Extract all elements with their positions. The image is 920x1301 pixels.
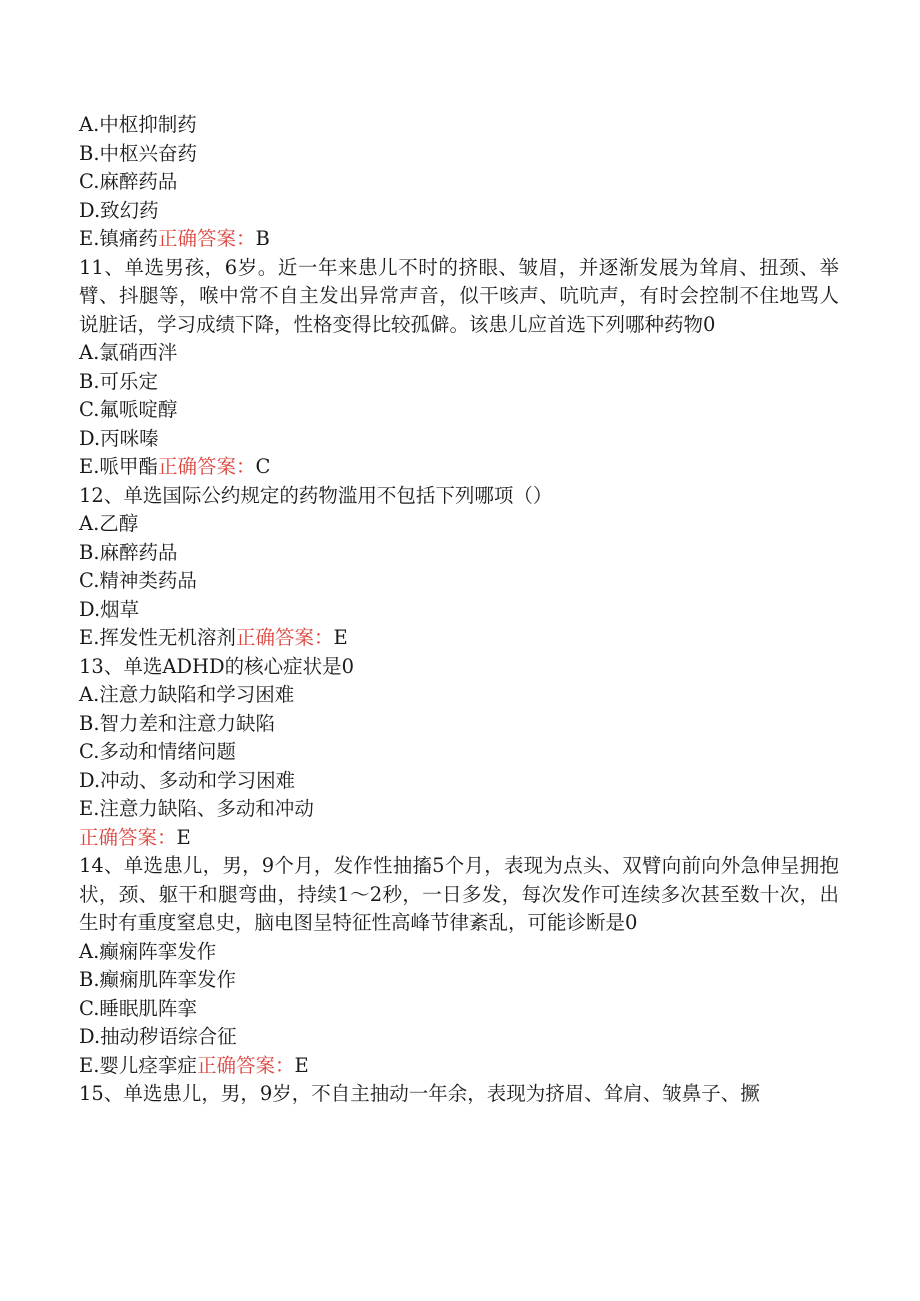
option-e [79,1052,839,1081]
option-b: B.智力差和注意力缺陷 [79,711,276,735]
answer-line [79,824,839,853]
document-page [79,111,839,1109]
option-text: E.哌甲酯 [79,455,158,478]
question-12: 12、单选国际公约规定的药物滥用不包括下列哪项（） [79,483,553,507]
option-b: B.麻醉药品 [79,540,178,564]
answer-label: 正确答案： [157,455,256,478]
answer-value: E [333,626,348,649]
option-text: E.挥发性无机溶剂 [79,626,236,649]
option-e [79,453,839,482]
option-d: D.冲动、多动和学习困难 [79,768,296,792]
option-a: A.中枢抑制药 [79,113,197,136]
answer-value: E [176,825,191,849]
question-11: 11、单选男孩，6岁。近一年来患儿不时的挤眼、皱眉，并逐渐发展为耸肩、扭颈、举臂、抖腿等，喉中常不自主发出异常声音，似干咳声、吭吭声，有时会控制不住地骂人说脏话，学习成绩下降，性格变得比较孤僻。该患儿应首选下列哪种药物0 [79,255,839,336]
option-e [79,225,839,254]
option-text: E.镇痛药 [79,227,158,250]
option-a: A.注意力缺陷和学习困难 [79,683,295,706]
answer-label: 正确答案： [157,227,256,250]
option-a: A.癫痫阵挛发作 [79,939,217,963]
answer-value: B [255,227,270,250]
option-c: C.麻醉药品 [79,170,178,193]
option-c: C.氟哌啶醇 [79,398,178,421]
answer-value: C [255,455,271,478]
option-d: D.抽动秽语综合征 [79,1025,237,1048]
option-b: B.可乐定 [79,369,159,393]
option-c: C.睡眠肌阵挛 [79,996,197,1020]
option-d: D.致幻药 [79,198,159,222]
option-b: B.癫痫肌阵挛发作 [79,968,237,991]
option-c: C.多动和情绪问题 [79,740,236,763]
question-15: 15、单选患儿，男，9岁，不自主抽动一年余，表现为挤眉、耸肩、皱鼻子、撅 [79,1082,760,1105]
option-a: A.氯硝西泮 [79,341,178,364]
option-text: E.婴儿痉挛症 [79,1053,197,1077]
option-b: B.中枢兴奋药 [79,141,198,165]
answer-value: E [294,1053,309,1077]
answer-label: 正确答案： [196,1053,295,1077]
answer-label: 正确答案： [235,626,334,649]
option-e [79,624,839,653]
option-e: E.注意力缺陷、多动和冲动 [79,797,314,820]
option-a: A.乙醇 [79,512,139,535]
option-c: C.精神类药品 [79,569,197,592]
question-13: 13、单选ADHD的核心症状是0 [79,654,355,678]
answer-label: 正确答案： [79,825,177,849]
question-14: 14、单选患儿，男，9个月，发作性抽搐5个月，表现为点头、双臂向前向外急伸呈拥抱状，颈、躯干和腿弯曲，持续1～2秒，一日多发，每次发作可连续多次甚至数十次，出生时有重度窒息史，脑电图呈特征性高峰节律紊乱，可能诊断是0 [79,854,839,934]
option-d: D.丙咪嗪 [79,426,159,450]
option-d: D.烟草 [79,597,140,621]
